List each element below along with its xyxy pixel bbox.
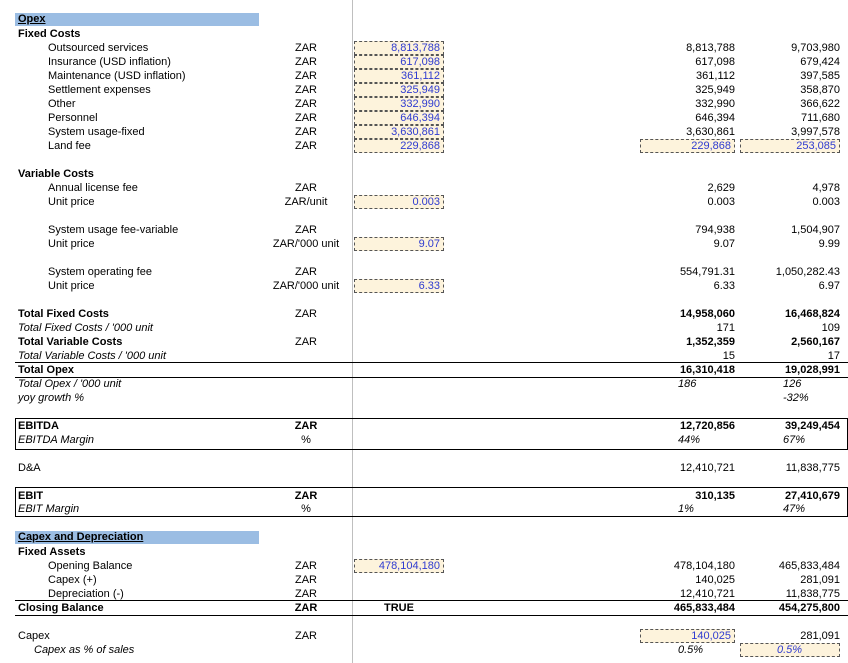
row-label: System usage fee-variable bbox=[48, 224, 179, 236]
value-year-1[interactable]: 361,112 bbox=[696, 70, 735, 82]
value-year-2[interactable]: 397,585 bbox=[800, 70, 840, 82]
value-year-2[interactable]: 1,050,282.43 bbox=[775, 266, 840, 278]
fixed-costs-title: Fixed Costs bbox=[18, 28, 81, 40]
value-year-1[interactable]: 140,025 bbox=[640, 629, 735, 643]
value-year-1[interactable]: 0.5% bbox=[678, 644, 704, 656]
table-row[interactable] bbox=[0, 601, 848, 615]
table-row[interactable] bbox=[0, 69, 848, 83]
table-row[interactable] bbox=[0, 433, 848, 447]
table-row[interactable] bbox=[0, 391, 848, 405]
value-year-1[interactable]: 229,868 bbox=[640, 139, 735, 153]
value-year-2[interactable]: 47% bbox=[783, 503, 806, 515]
row-unit: ZAR bbox=[295, 574, 317, 586]
row-label: EBIT Margin bbox=[18, 503, 80, 515]
row-label: Unit price bbox=[48, 238, 95, 250]
value-year-1[interactable]: 8,813,788 bbox=[686, 42, 735, 54]
variable-costs-title: Variable Costs bbox=[18, 168, 94, 180]
check-cell[interactable]: TRUE bbox=[384, 602, 414, 614]
fixed-assets-title: Fixed Assets bbox=[18, 546, 86, 558]
value-year-2[interactable]: 19,028,991 bbox=[784, 364, 840, 376]
total-rule bbox=[15, 615, 848, 616]
row-label: Capex bbox=[18, 630, 50, 642]
value-year-1[interactable]: 0.003 bbox=[707, 196, 735, 208]
row-label: EBITDA Margin bbox=[18, 434, 95, 446]
row-label: Closing Balance bbox=[18, 602, 104, 614]
value-year-2[interactable]: 4,978 bbox=[812, 182, 840, 194]
row-label: Other bbox=[48, 98, 76, 110]
value-year-1[interactable]: 332,990 bbox=[695, 98, 735, 110]
table-row[interactable] bbox=[0, 629, 848, 643]
table-row[interactable] bbox=[0, 237, 848, 251]
row-label: D&A bbox=[18, 462, 41, 474]
value-year-1[interactable]: 140,025 bbox=[695, 574, 735, 586]
table-row[interactable] bbox=[0, 265, 848, 279]
input-cell[interactable]: 6.33 bbox=[354, 279, 444, 293]
table-row[interactable] bbox=[0, 321, 848, 335]
row-unit: ZAR bbox=[295, 630, 317, 642]
value-year-2[interactable]: 11,838,775 bbox=[785, 462, 840, 474]
table-row[interactable] bbox=[0, 139, 848, 153]
table-row[interactable] bbox=[0, 573, 848, 587]
value-year-2[interactable]: 281,091 bbox=[800, 574, 840, 586]
row-unit: ZAR/unit bbox=[284, 196, 328, 208]
row-unit: ZAR bbox=[295, 560, 317, 572]
value-year-2[interactable]: 11,838,775 bbox=[785, 588, 840, 600]
row-unit: % bbox=[301, 434, 311, 446]
value-year-1[interactable]: 171 bbox=[716, 322, 735, 334]
row-label: System operating fee bbox=[48, 266, 152, 278]
value-year-1[interactable]: 9.07 bbox=[713, 238, 735, 250]
row-unit: ZAR bbox=[295, 266, 317, 278]
row-label: Total Opex / '000 unit bbox=[18, 378, 122, 390]
value-year-2[interactable]: 1,504,907 bbox=[791, 224, 840, 236]
section-header-opex[interactable] bbox=[15, 13, 259, 26]
row-label: System usage-fixed bbox=[48, 126, 145, 138]
table-row[interactable] bbox=[0, 461, 848, 475]
input-cell[interactable]: 229,868 bbox=[354, 139, 444, 153]
value-year-1[interactable]: 12,720,856 bbox=[679, 420, 735, 432]
row-unit: % bbox=[301, 503, 311, 515]
table-row[interactable] bbox=[0, 419, 848, 433]
value-year-1[interactable]: 44% bbox=[678, 434, 701, 446]
row-unit: ZAR/'000 unit bbox=[272, 280, 340, 292]
section-header-capex[interactable] bbox=[15, 531, 259, 544]
value-year-2[interactable]: 39,249,454 bbox=[784, 420, 840, 432]
value-year-2[interactable]: 109 bbox=[821, 322, 840, 334]
table-row[interactable] bbox=[0, 83, 848, 97]
table-row[interactable] bbox=[0, 97, 848, 111]
table-row[interactable] bbox=[0, 223, 848, 237]
table-row[interactable] bbox=[0, 502, 848, 516]
value-year-1[interactable]: 15 bbox=[722, 350, 735, 362]
row-label: Personnel bbox=[48, 112, 98, 124]
value-year-1[interactable]: 1% bbox=[678, 503, 694, 515]
value-year-2[interactable]: 679,424 bbox=[800, 56, 840, 68]
row-unit: ZAR bbox=[295, 70, 317, 82]
value-year-1[interactable]: 186 bbox=[678, 378, 697, 390]
table-row[interactable] bbox=[0, 279, 848, 293]
row-unit: ZAR bbox=[295, 126, 317, 138]
row-label: Opening Balance bbox=[48, 560, 133, 572]
row-label: Total Fixed Costs bbox=[18, 308, 109, 320]
row-label: Total Opex bbox=[18, 364, 75, 376]
table-row[interactable] bbox=[0, 125, 848, 139]
value-year-2[interactable]: 253,085 bbox=[740, 139, 840, 153]
table-row[interactable] bbox=[0, 559, 848, 573]
input-cell[interactable]: 617,098 bbox=[354, 55, 444, 69]
row-label: Depreciation (-) bbox=[48, 588, 124, 600]
value-year-2[interactable]: 2,560,167 bbox=[791, 336, 840, 348]
row-unit: ZAR bbox=[295, 588, 317, 600]
table-row[interactable] bbox=[0, 363, 848, 377]
row-label: Total Variable Costs / '000 unit bbox=[18, 350, 167, 362]
row-unit: ZAR bbox=[295, 224, 317, 236]
value-year-2[interactable]: 454,275,800 bbox=[778, 602, 840, 614]
value-year-2[interactable]: 3,997,578 bbox=[791, 126, 840, 138]
table-row[interactable] bbox=[0, 41, 848, 55]
table-row[interactable] bbox=[0, 335, 848, 349]
row-unit: ZAR bbox=[295, 42, 317, 54]
value-year-2[interactable]: 9,703,980 bbox=[791, 42, 840, 54]
input-cell[interactable]: 332,990 bbox=[354, 97, 444, 111]
table-row[interactable] bbox=[0, 643, 848, 657]
value-year-1[interactable]: 617,098 bbox=[695, 56, 735, 68]
row-label: Total Variable Costs bbox=[18, 336, 123, 348]
value-year-1[interactable]: 16,310,418 bbox=[679, 364, 735, 376]
row-unit: ZAR bbox=[295, 182, 317, 194]
row-label: Total Fixed Costs / '000 unit bbox=[18, 322, 153, 334]
row-unit: ZAR/'000 unit bbox=[272, 238, 340, 250]
value-year-2[interactable]: 358,870 bbox=[800, 84, 840, 96]
row-unit: ZAR bbox=[295, 140, 317, 152]
variable-costs-title-row bbox=[0, 167, 848, 181]
row-unit: ZAR bbox=[295, 336, 317, 348]
row-unit: ZAR bbox=[294, 420, 318, 432]
value-year-2[interactable]: 711,680 bbox=[801, 112, 840, 124]
value-year-1[interactable]: 6.33 bbox=[713, 280, 735, 292]
value-year-2[interactable]: 9.99 bbox=[818, 238, 840, 250]
row-unit: ZAR bbox=[294, 490, 318, 502]
value-year-2[interactable]: 67% bbox=[783, 434, 806, 446]
value-year-1[interactable]: 14,958,060 bbox=[679, 308, 735, 320]
row-label: Maintenance (USD inflation) bbox=[48, 70, 186, 82]
value-year-1[interactable]: 465,833,484 bbox=[673, 602, 735, 614]
row-label: yoy growth % bbox=[18, 392, 85, 404]
input-cell[interactable]: 646,394 bbox=[354, 111, 444, 125]
value-year-2[interactable]: 0.003 bbox=[812, 196, 840, 208]
input-cell[interactable]: 478,104,180 bbox=[354, 559, 444, 573]
row-unit: ZAR bbox=[295, 112, 317, 124]
value-year-2[interactable]: -32% bbox=[783, 392, 809, 404]
value-year-1[interactable]: 794,938 bbox=[695, 224, 735, 236]
value-year-2[interactable]: 281,091 bbox=[800, 630, 840, 642]
input-cell[interactable]: 325,949 bbox=[354, 83, 444, 97]
value-year-1[interactable]: 478,104,180 bbox=[673, 560, 735, 572]
row-label: EBIT bbox=[18, 490, 44, 502]
row-unit: ZAR bbox=[295, 98, 317, 110]
input-cell[interactable]: 361,112 bbox=[354, 69, 444, 83]
row-unit: ZAR bbox=[295, 308, 317, 320]
value-year-1[interactable]: 1,352,359 bbox=[686, 336, 735, 348]
row-label: EBITDA bbox=[18, 420, 59, 432]
value-year-1[interactable]: 12,410,721 bbox=[679, 462, 735, 474]
value-year-2[interactable]: 16,468,824 bbox=[784, 308, 840, 320]
value-year-2[interactable]: 17 bbox=[827, 350, 840, 362]
value-year-1[interactable]: 3,630,861 bbox=[686, 126, 735, 138]
row-label: Outsourced services bbox=[48, 42, 149, 54]
value-year-2[interactable]: 6.97 bbox=[818, 280, 840, 292]
row-label: Unit price bbox=[48, 196, 95, 208]
value-year-1[interactable]: 325,949 bbox=[695, 84, 735, 96]
table-row[interactable] bbox=[0, 587, 848, 601]
row-label: Insurance (USD inflation) bbox=[48, 56, 171, 68]
table-row[interactable] bbox=[0, 349, 848, 363]
row-label: Capex (+) bbox=[48, 574, 97, 586]
table-row[interactable] bbox=[0, 55, 848, 69]
value-year-1[interactable]: 12,410,721 bbox=[679, 588, 735, 600]
table-row[interactable] bbox=[0, 181, 848, 195]
row-label: Land fee bbox=[48, 140, 91, 152]
table-row[interactable] bbox=[0, 111, 848, 125]
value-year-1[interactable]: 646,394 bbox=[695, 112, 735, 124]
table-row[interactable] bbox=[0, 377, 848, 391]
input-cell[interactable]: 0.003 bbox=[354, 195, 444, 209]
section-header-label: Capex and Depreciation bbox=[18, 531, 144, 543]
row-label: Unit price bbox=[48, 280, 95, 292]
value-year-2[interactable]: 126 bbox=[783, 378, 802, 390]
value-year-2[interactable]: 27,410,679 bbox=[784, 490, 840, 502]
value-year-2[interactable]: 366,622 bbox=[800, 98, 840, 110]
input-cell[interactable]: 8,813,788 bbox=[354, 41, 444, 55]
fixed-assets-title-row bbox=[0, 545, 848, 559]
row-label: Settlement expenses bbox=[48, 84, 151, 96]
value-year-1[interactable]: 310,135 bbox=[695, 490, 735, 502]
value-year-2[interactable]: 0.5% bbox=[740, 643, 840, 657]
row-label: Annual license fee bbox=[48, 182, 138, 194]
value-year-2[interactable]: 465,833,484 bbox=[778, 560, 840, 572]
row-unit: ZAR bbox=[294, 602, 318, 614]
value-year-1[interactable]: 2,629 bbox=[707, 182, 735, 194]
input-cell[interactable]: 3,630,861 bbox=[354, 125, 444, 139]
input-cell[interactable]: 9.07 bbox=[354, 237, 444, 251]
section-header-label: Opex bbox=[18, 13, 46, 25]
row-unit: ZAR bbox=[295, 56, 317, 68]
row-unit: ZAR bbox=[295, 84, 317, 96]
table-row[interactable] bbox=[0, 489, 848, 503]
row-label: Capex as % of sales bbox=[34, 644, 135, 656]
table-row[interactable] bbox=[0, 195, 848, 209]
value-year-1[interactable]: 554,791.31 bbox=[679, 266, 735, 278]
fixed-costs-title-row bbox=[0, 27, 848, 41]
table-row[interactable] bbox=[0, 307, 848, 321]
